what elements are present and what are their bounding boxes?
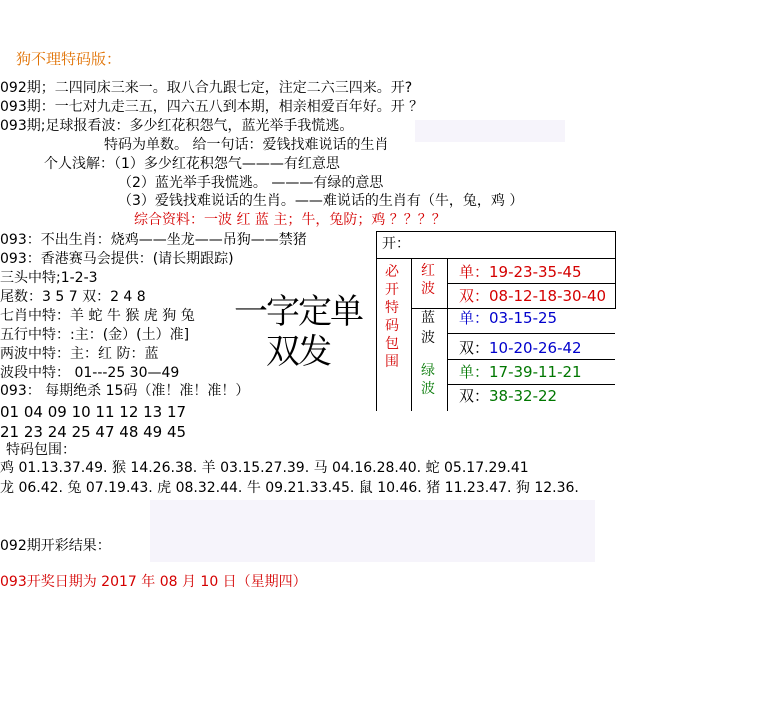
text-line: 特码包围： — [6, 442, 76, 458]
text-line: 特码为单数。 给一句话：爱钱找难说话的生肖 — [104, 137, 389, 153]
blue-wave-label: 蓝 波 — [421, 310, 435, 346]
table-border — [376, 258, 616, 259]
text-line: 092期；二四同床三来一。取八合九跟七定，注定二六三四来。开? — [0, 80, 413, 96]
number-line: 21 23 24 25 47 48 49 45 — [0, 423, 187, 441]
faint-block — [150, 500, 595, 562]
zodiac-line: 龙 06.42. 兔 07.19.43. 虎 08.32.44. 牛 09.21.33.45. 鼠 10.46. 猪 11.23.47. 狗 12.36. — [0, 480, 579, 496]
table-border — [376, 231, 616, 232]
text-line: 093期：一七对九走三五，四六五八到本期，相亲相爱百年好。开 ？ — [0, 99, 424, 115]
table-row: 双：08-12-18-30-40 — [459, 287, 607, 305]
table-header: 开： — [382, 236, 410, 252]
table-border — [376, 231, 377, 411]
table-row: 双：10-20-26-42 — [459, 339, 582, 357]
number-line: 01 04 09 10 11 12 13 17 — [0, 403, 187, 421]
text-line: 三头中特;1-2-3 — [0, 270, 98, 286]
stamp-text: 一字定单双发 — [234, 292, 362, 372]
text-line: 093： 每期绝杀 15码（准！准！准！） — [0, 383, 250, 399]
text-line: 五行中特：:主：(金）(土）准] — [0, 327, 190, 343]
text-line: 尾数：3 5 7 双：2 4 8 — [0, 289, 146, 305]
table-row: 单：03-15-25 — [459, 309, 558, 327]
red-wave-label: 红 波 — [421, 263, 435, 297]
table-border — [447, 283, 616, 284]
text-line: （2）蓝光举手我慌逃。 ———有绿的意思 — [118, 175, 384, 191]
table-border — [615, 231, 616, 309]
table-row: 单：19-23-35-45 — [459, 263, 582, 281]
table-border — [447, 258, 448, 411]
table-row: 单：17-39-11-21 — [459, 363, 582, 381]
table-border — [411, 258, 412, 411]
text-line: 093：香港赛马会提供：(请长期跟踪) — [0, 251, 234, 267]
text-line: 093期;足球报看波：多少红花积怨气，蓝光举手我慌逃。 — [0, 118, 354, 134]
zodiac-line: 鸡 01.13.37.49. 猴 14.26.38. 羊 03.15.27.39. 马 04.16.28.40. 蛇 05.17.29.41 — [0, 460, 529, 476]
page-title: 狗不理特码版： — [16, 50, 122, 68]
result-label: 092期开彩结果： — [0, 538, 111, 554]
text-line: （3）爱钱找难说话的生肖。——难说话的生肖有（牛，兔，鸡 ） — [118, 193, 524, 209]
text-line: 七肖中特：羊 蛇 牛 猴 虎 狗 兔 — [0, 308, 195, 324]
table-border — [447, 359, 615, 360]
text-line: 波段中特： 01---25 30—49 — [0, 365, 180, 381]
text-line: 个人浅解：（1）多少红花积怨气———有红意思 — [44, 156, 340, 172]
green-wave-label: 绿 波 — [421, 363, 435, 397]
table-row: 双：38-32-22 — [459, 387, 558, 405]
text-line: 两波中特：主：红 防：蓝 — [0, 346, 159, 362]
text-line: 093：不出生肖：烧鸡——坐龙——吊狗——禁猪 — [0, 232, 307, 248]
table-left-label: 必 开 特 码 包 围 — [385, 264, 399, 370]
draw-date: 093开奖日期为 2017 年 08 月 10 日（星期四） — [0, 574, 307, 590]
summary-line: 综合资料：一波 红 蓝 主；牛，兔防；鸡 ？？？？ — [134, 212, 446, 228]
table-border — [447, 333, 615, 334]
faint-block — [415, 120, 565, 142]
table-border — [447, 384, 615, 385]
